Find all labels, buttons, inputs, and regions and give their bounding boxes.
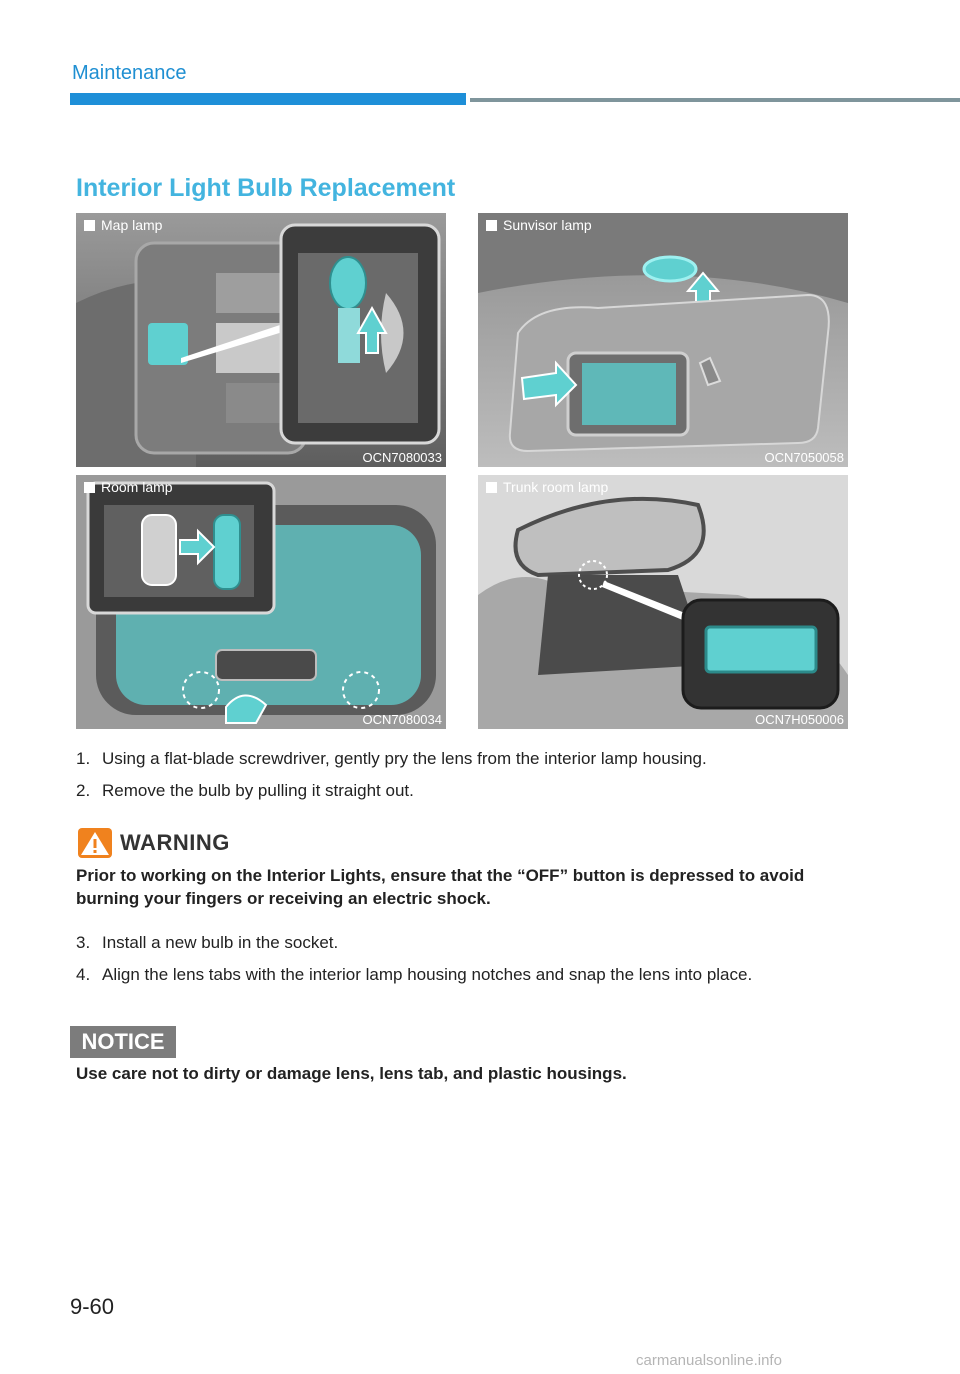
map-lamp-illustration [76, 213, 446, 467]
figure-room-lamp [76, 475, 446, 729]
section-title: Interior Light Bulb Replacement [76, 174, 456, 202]
sunvisor-lamp-illustration [478, 213, 848, 467]
list-item: 3. Install a new bulb in the socket. [76, 933, 339, 952]
notice-text: Use care not to dirty or damage lens, lens tab, and plastic housings. [76, 1064, 627, 1083]
figure-code: OCN7080033 [362, 450, 442, 465]
header-section-title: Maintenance [72, 62, 187, 84]
figure-map-lamp [76, 213, 446, 467]
figure-code: OCN7H050006 [755, 712, 844, 727]
bullet-square-icon [84, 482, 95, 493]
watermark: carmanualsonline.info [636, 1352, 782, 1369]
figure-caption: Trunk room lamp [486, 479, 608, 495]
bullet-square-icon [84, 220, 95, 231]
bullet-square-icon [486, 220, 497, 231]
warning-triangle-icon [78, 828, 112, 858]
trunk-room-lamp-illustration [478, 475, 848, 729]
page-number: 9-60 [70, 1294, 115, 1319]
list-item: 2. Remove the bulb by pulling it straight out. [76, 781, 414, 800]
figure-code: OCN7080034 [362, 712, 442, 727]
steps-list-b [76, 931, 856, 995]
figure-sunvisor-lamp [478, 213, 848, 467]
warning-text: Prior to working on the Interior Lights, ensure that the “OFF” button is depressed to avoid burning your fingers or receiving an electric shock. [76, 866, 805, 908]
warning-label: WARNING [120, 830, 230, 855]
figure-caption: Sunvisor lamp [486, 217, 592, 233]
header-bar-blue [70, 93, 466, 105]
warning-heading [78, 828, 230, 858]
notice-label: NOTICE [70, 1026, 176, 1058]
figure-caption: Room lamp [84, 479, 173, 495]
figure-trunk-room-lamp [478, 475, 848, 729]
room-lamp-illustration [76, 475, 446, 729]
list-item: 4. Align the lens tabs with the interior lamp housing notches and snap the lens into place. [76, 965, 753, 984]
figure-code: OCN7050058 [764, 450, 844, 465]
bullet-square-icon [486, 482, 497, 493]
header-bar-grey [470, 98, 960, 102]
steps-list-a [76, 747, 856, 811]
list-item: 1. Using a flat-blade screwdriver, gently pry the lens from the interior lamp housing. [76, 749, 707, 768]
figure-caption: Map lamp [84, 217, 162, 233]
